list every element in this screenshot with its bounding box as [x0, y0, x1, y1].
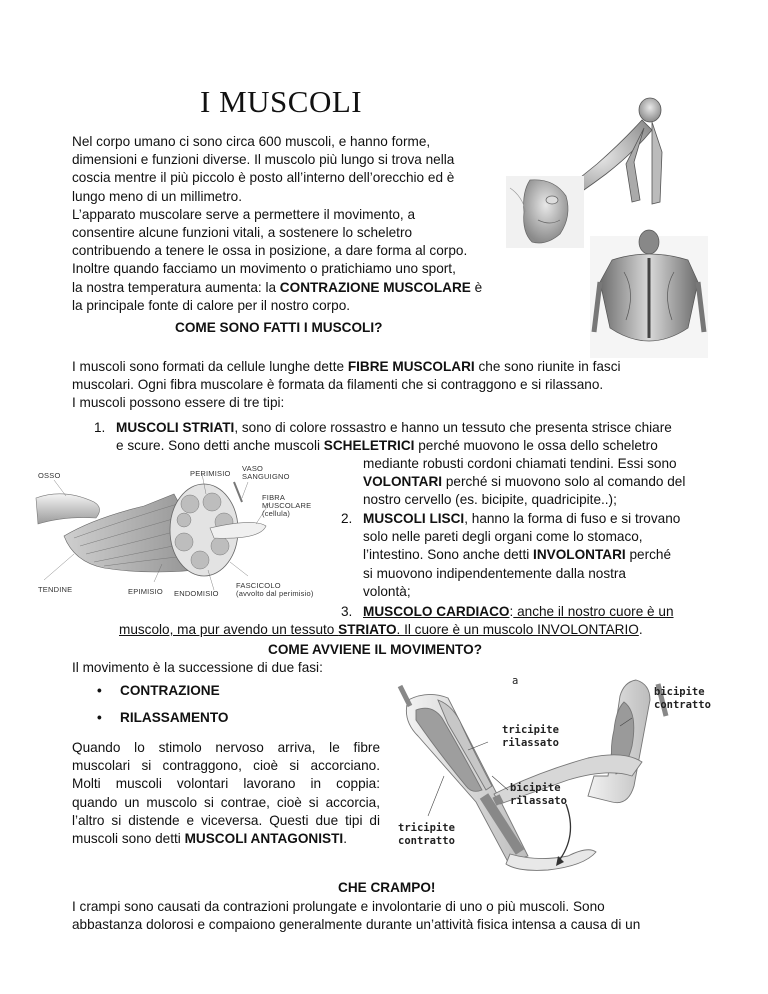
label-epimisio: EPIMISIO [128, 587, 163, 596]
text: I muscoli sono formati da cellule lunghe dette [72, 359, 348, 374]
text: e scure. Sono detti anche muscoli [116, 438, 324, 454]
label-fibra-muscolare: FIBRA MUSCOLARE (cellula) [262, 493, 312, 518]
movimento-line: Molti muscoli volontari lavorano in coppia: [72, 776, 380, 792]
section-heading-movimento: COME AVVIENE IL MOVIMENTO? [268, 642, 482, 657]
blood-vessel [234, 482, 242, 502]
striato-term: STRIATO [338, 622, 397, 637]
contrazione-muscolare-term: CONTRAZIONE MUSCOLARE [279, 279, 471, 295]
intro-line: lungo meno di un millimetro. [72, 188, 243, 204]
label-tricipite-contratto: tricipite contratto [398, 822, 455, 847]
movimento-line: l’altro si distende e viceversa. Questi due tipi di [72, 812, 380, 828]
cardiaco-continuation [119, 621, 719, 639]
text: volontà; [363, 583, 411, 599]
muscoli-antagonisti-term: MUSCOLI ANTAGONISTI [184, 831, 344, 847]
text: perché si muovono solo al comando del [442, 474, 686, 490]
text: mediante robusti cordoni chiamati tendini. Essi sono [363, 456, 677, 471]
phase-list [97, 682, 229, 727]
list-item-lisci [341, 510, 721, 601]
scheletrici-term: SCHELETRICI [323, 438, 415, 454]
section-heading-crampo: CHE CRAMPO! [338, 880, 436, 895]
text: . Il cuore è un muscolo INVOLONTARIO [396, 622, 639, 637]
muscoli-striati-term: MUSCOLI STRIATI [116, 420, 235, 435]
label-tendine: TENDINE [38, 585, 73, 594]
text: perché [625, 547, 672, 563]
label-bicipite-rilassato: bicipite rilassato [510, 782, 567, 807]
text: RILASSAMENTO [120, 710, 229, 725]
bone-shape [36, 494, 100, 524]
bullet-icon: • [97, 683, 102, 698]
intro-line [72, 279, 502, 297]
item-number: 1. [94, 420, 106, 435]
label-perimisio: PERIMISIO [190, 469, 231, 478]
label-bicipite-contratto: bicipite contratto [654, 686, 711, 711]
section-heading-fatti: COME SONO FATTI I MUSCOLI? [175, 320, 383, 335]
phase-item [97, 709, 229, 727]
text: , sono di colore rossastro e hanno un tessuto che presenta strisce chiare [234, 420, 672, 435]
crampo-line: abbastanza dolorosi e compaiono generalmente durante un’attività fisica intensa a causa di un [72, 917, 641, 933]
intro-line: L’apparato muscolare serve a permettere il movimento, a [72, 206, 416, 222]
item-number: 2. [341, 511, 353, 526]
label-osso: OSSO [38, 471, 61, 480]
text: anche il nostro cuore è un [513, 604, 674, 619]
phase-item [97, 682, 229, 700]
fibre-line: muscolari. Ogni fibra muscolare è formata da filamenti che si contraggono e si rilassano. [72, 377, 604, 393]
bullet-icon: • [97, 710, 102, 725]
intro-line: Inoltre quando facciamo un movimento o pratichiamo uno sport, [72, 261, 456, 277]
text: che sono riunite in fasci [474, 359, 621, 374]
intro-line: contribuendo a tenere le ossa in posizione, a dare forma al corpo. [72, 243, 468, 259]
text: perché muovono le ossa dello scheletro [414, 438, 658, 454]
fibre-line [72, 358, 712, 376]
text: solo nelle pareti degli organi come lo stomaco, [363, 529, 643, 545]
muscolo-cardiaco-term: MUSCOLO CARDIACO [363, 604, 510, 619]
text: . [638, 622, 643, 637]
intro-line: Nel corpo umano ci sono circa 600 muscoli, e hanno forme, [72, 134, 431, 149]
text: muscolo, ma pur avendo un tessuto [119, 622, 339, 637]
list-item-cardiaco [341, 603, 761, 621]
text: si muovono indipendentemente dalla nostra [363, 565, 626, 581]
text: muscoli sono detti [72, 831, 185, 847]
movimento-intro: Il movimento è la successione di due fasi: [72, 660, 323, 675]
crampo-paragraph [72, 898, 732, 934]
crampo-line: I crampi sono causati da contrazioni prolungate e involontarie di uno o più muscoli. Sono [72, 899, 605, 914]
intro-line: coscia mentre il più piccolo è posto all’interno dell’orecchio ed è [72, 170, 455, 186]
item-number: 3. [341, 604, 353, 619]
label-endomisio: ENDOMISIO [174, 589, 219, 598]
striati-continuation [363, 455, 723, 510]
list-item-striati [94, 419, 714, 455]
fibre-muscolari-term: FIBRE MUSCOLARI [347, 359, 475, 374]
rotation-arrow [558, 804, 571, 862]
muscoli-lisci-term: MUSCOLI LISCI [363, 511, 465, 526]
fibre-line: I muscoli possono essere di tre tipi: [72, 395, 285, 411]
intro-paragraph [72, 133, 502, 315]
text: l’intestino. Sono anche detti [363, 547, 534, 563]
label-tricipite-rilassato: tricipite rilassato [502, 724, 559, 749]
label-vaso-sanguigno: VASO SANGUIGNO [242, 464, 290, 481]
text: , hanno la forma di fuso e si trovano [464, 511, 681, 526]
intro-line: la principale fonte di calore per il nostro corpo. [72, 297, 351, 313]
text: è [470, 279, 483, 295]
muscle-body-illustration [502, 92, 712, 360]
label-a: a [512, 675, 519, 687]
volontari-term: VOLONTARI [363, 474, 443, 490]
text: . [343, 831, 347, 847]
movimento-line: quando un muscolo si contrae, cioè si accorcia, [72, 794, 380, 810]
text: la nostra temperatura aumenta: la [72, 279, 280, 295]
movimento-paragraph [72, 739, 380, 848]
text: CONTRAZIONE [120, 683, 220, 698]
movimento-line: Quando lo stimolo nervoso arriva, le fibre [72, 740, 380, 755]
involontari-term: INVOLONTARI [533, 547, 626, 563]
movimento-line: muscolari si contraggono, cioè si accorciano. [72, 758, 380, 774]
page-title: I MUSCOLI [200, 84, 363, 119]
label-fascicolo: FASCICOLO (avvolto dal perimisio) [236, 581, 314, 598]
intro-line: dimensioni e funzioni diverse. Il muscolo più lungo si trova nella [72, 152, 455, 168]
movimento-line [72, 830, 380, 848]
text: : [509, 604, 514, 619]
text: nostro cervello (es. bicipite, quadricipite..); [363, 492, 617, 508]
intro-line: consentire alcune funzioni vitali, a sostenere lo scheletro [72, 225, 413, 241]
fibre-paragraph [72, 358, 712, 413]
